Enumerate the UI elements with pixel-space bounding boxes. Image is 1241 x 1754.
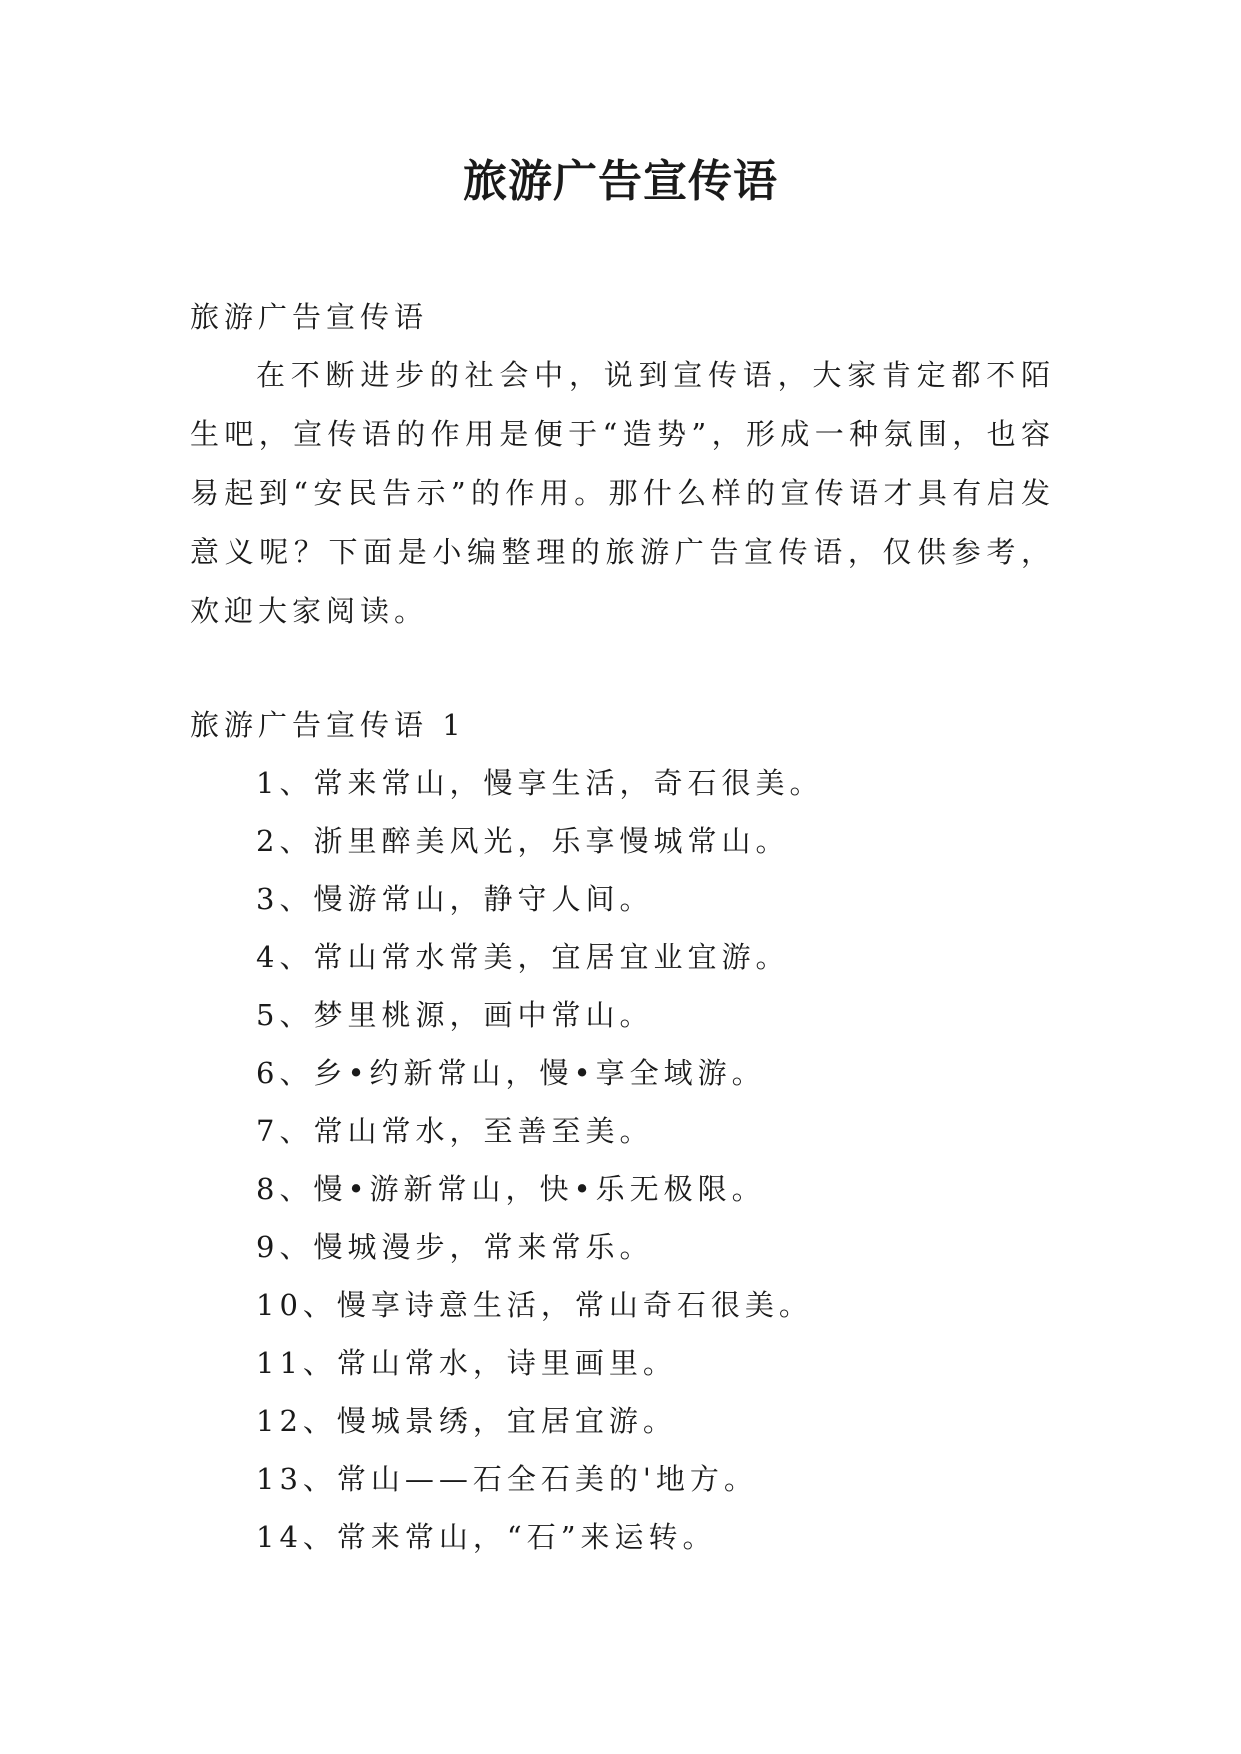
slogan-item: 13、常山——石全石美的'地方。 bbox=[256, 1462, 758, 1496]
slogan-item: 6、乡•约新常山，慢•享全域游。 bbox=[256, 1056, 766, 1090]
section-heading: 旅游广告宣传语 1 bbox=[190, 708, 466, 742]
slogan-item: 11、常山常水，诗里画里。 bbox=[256, 1346, 677, 1380]
slogan-item: 7、常山常水，至善至美。 bbox=[256, 1114, 654, 1148]
slogan-item: 2、浙里醉美风光，乐享慢城常山。 bbox=[256, 824, 790, 858]
slogan-item: 9、慢城漫步，常来常乐。 bbox=[256, 1230, 654, 1264]
slogan-item: 4、常山常水常美，宜居宜业宜游。 bbox=[256, 940, 790, 974]
slogan-item: 5、梦里桃源，画中常山。 bbox=[256, 998, 654, 1032]
document-subtitle: 旅游广告宣传语 bbox=[190, 300, 429, 334]
slogan-item: 3、慢游常山，静守人间。 bbox=[256, 882, 654, 916]
slogan-item: 10、慢享诗意生活，常山奇石很美。 bbox=[256, 1288, 813, 1322]
slogan-item: 8、慢•游新常山，快•乐无极限。 bbox=[256, 1172, 766, 1206]
slogan-item: 12、慢城景绣，宜居宜游。 bbox=[256, 1404, 677, 1438]
slogan-list bbox=[256, 754, 1056, 1566]
intro-paragraph: 在不断进步的社会中，说到宣传语，大家肯定都不陌生吧，宣传语的作用是便于“造势”，形成一种氛围，也容易起到“安民告示”的作用。那什么样的宣传语才具有启发意义呢？下面是小编整理的旅游广告宣传语，仅供参考，欢迎大家阅读。 bbox=[190, 358, 1055, 628]
slogan-item: 1、常来常山，慢享生活，奇石很美。 bbox=[256, 766, 824, 800]
document-title: 旅游广告宣传语 bbox=[463, 156, 778, 207]
slogan-item: 14、常来常山，“石”来运转。 bbox=[256, 1520, 717, 1554]
